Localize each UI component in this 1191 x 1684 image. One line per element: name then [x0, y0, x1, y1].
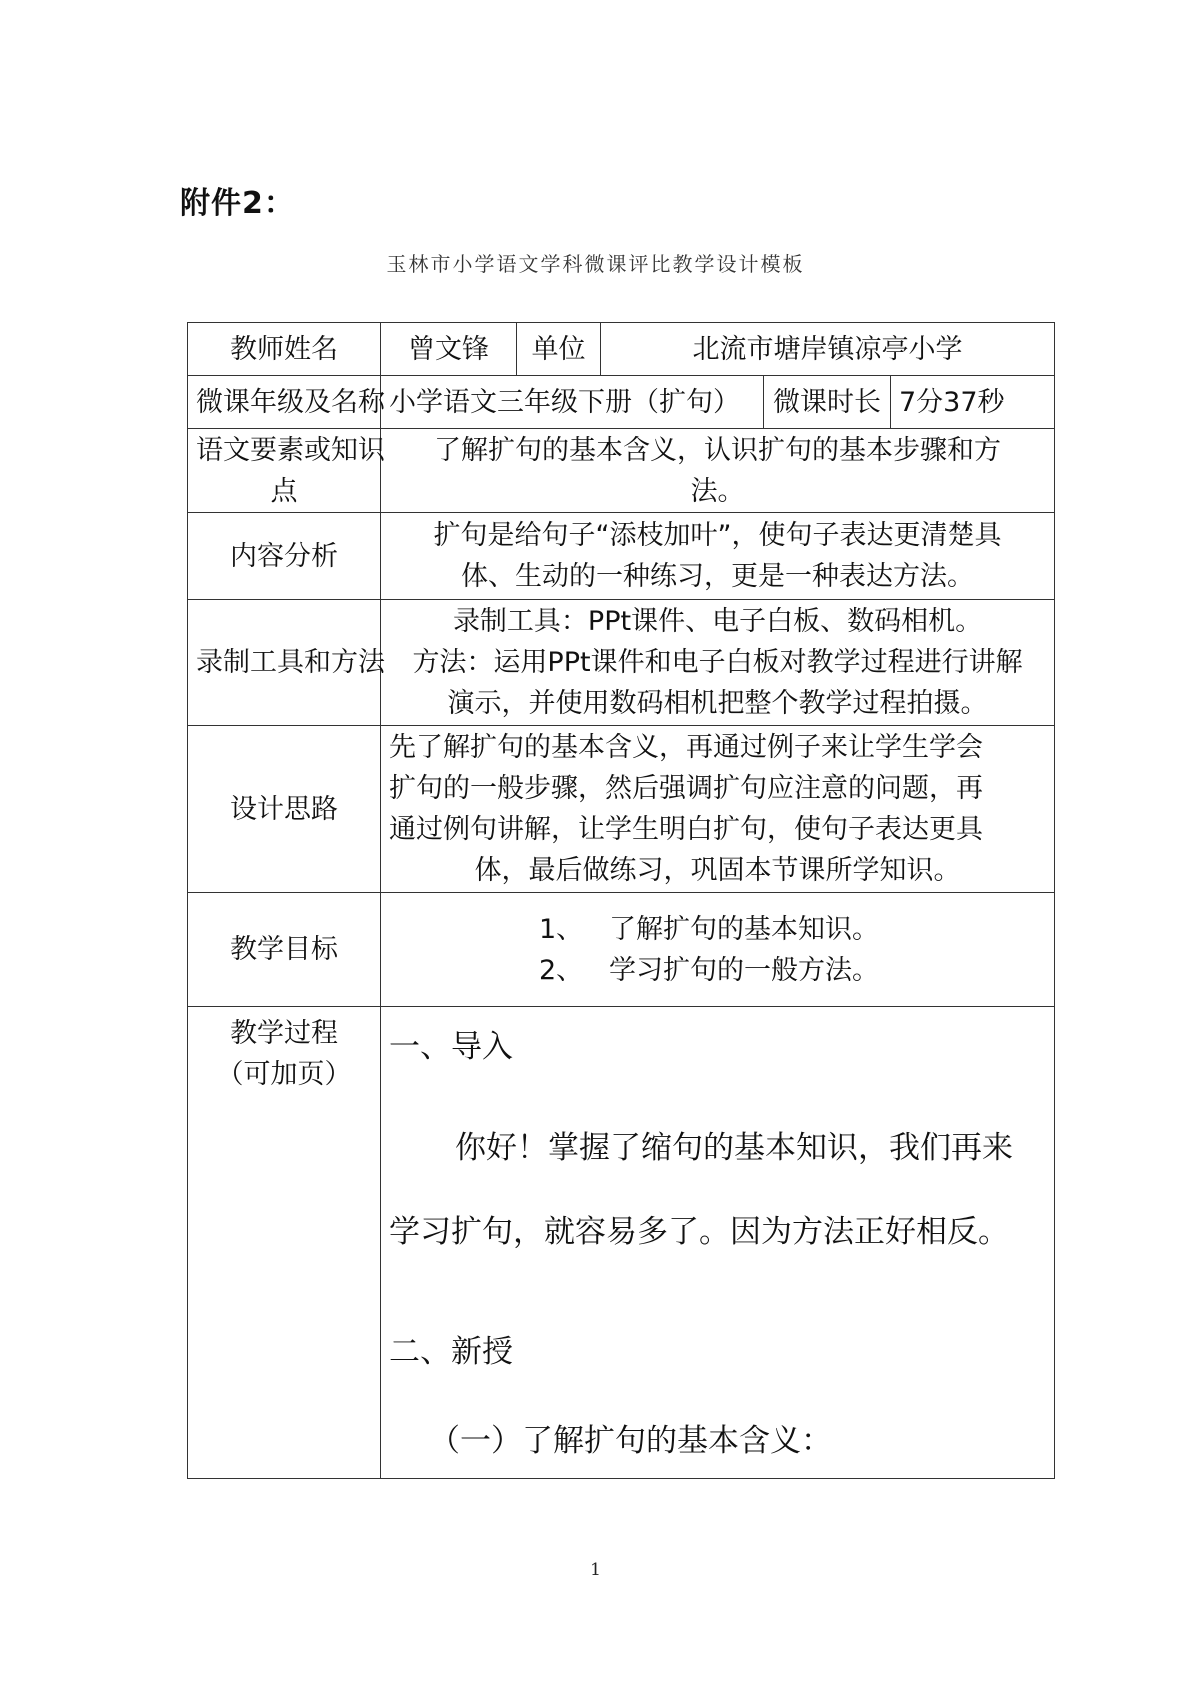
page-number: 1: [590, 1560, 601, 1580]
subsection-heading: （一）了解扩句的基本含义：: [429, 1423, 832, 1459]
goal-number: 2、: [539, 954, 584, 986]
section-new-lesson-heading: 二、新授: [389, 1334, 513, 1370]
recording-row: [188, 600, 1055, 726]
knowledge-row: [188, 429, 1055, 513]
knowledge-label-line1: 语文要素或知识: [196, 434, 385, 466]
teaching-process-label: [188, 1007, 381, 1479]
recording-line2: 方法：运用PPt课件和电子白板对教学过程进行讲解: [412, 647, 1023, 678]
unit-label: 单位: [517, 323, 601, 376]
design-idea-value: [381, 726, 1055, 893]
content-analysis-line1: 扩句是给句子“添枝加叶”，使句子表达更清楚具: [433, 520, 1002, 551]
design-idea-row: [188, 726, 1055, 893]
teaching-process-label-line2: （可加页）: [216, 1059, 352, 1090]
design-idea-line2: 扩句的一般步骤，然后强调扩句应注意的问题，再: [389, 773, 983, 804]
goal-item: [539, 950, 1046, 991]
recording-line3: 演示，并使用数码相机把整个教学过程拍摄。: [447, 688, 988, 719]
goal-number: 1、: [539, 913, 584, 945]
unit-value: 北流市塘岸镇凉亭小学: [601, 323, 1055, 376]
teaching-goal-label: 教学目标: [188, 893, 381, 1007]
recording-label: 录制工具和方法: [188, 600, 381, 726]
design-idea-line1: 先了解扩句的基本含义，再通过例子来让学生学会: [389, 732, 983, 763]
design-idea-line3: 通过例句讲解，让学生明白扩句，使句子表达更具: [389, 814, 983, 845]
goal-text: 了解扩句的基本知识。: [609, 913, 879, 945]
intro-paragraph-line2: 学习扩句，就容易多了。因为方法正好相反。: [389, 1214, 1009, 1250]
lesson-design-table: [187, 322, 1055, 1479]
document-title: 玉林市小学语文学科微课评比教学设计模板: [386, 252, 805, 276]
duration-label: 微课时长: [764, 376, 891, 429]
goal-item: [539, 909, 1046, 950]
design-idea-line4: 体，最后做练习，巩固本节课所学知识。: [474, 855, 961, 886]
content-analysis-label: 内容分析: [188, 513, 381, 600]
lesson-name-label: 微课年级及名称: [188, 376, 381, 429]
teacher-row: [188, 323, 1055, 376]
duration-value: 7分37秒: [891, 376, 1055, 429]
content-analysis-row: [188, 513, 1055, 600]
knowledge-value-line1: 了解扩句的基本含义，认识扩句的基本步骤和方: [434, 434, 1002, 466]
recording-value: [381, 600, 1055, 726]
intro-paragraph-line1: 你好！掌握了缩句的基本知识，我们再来: [455, 1130, 1013, 1166]
knowledge-label: [188, 429, 385, 513]
recording-line1: 录制工具：PPt课件、电子白板、数码相机。: [452, 606, 983, 637]
knowledge-label-line2: 点: [270, 475, 298, 507]
lesson-name-row: [188, 376, 1055, 429]
teaching-process-content: [381, 1007, 1055, 1479]
teaching-goal-row: [188, 893, 1055, 1007]
teaching-process-label-line1: 教学过程: [230, 1018, 338, 1049]
section-intro-heading: 一、导入: [389, 1029, 513, 1065]
teaching-goal-value: [381, 893, 1055, 1007]
teaching-process-row: [188, 1007, 1055, 1479]
knowledge-value-line2: 法。: [690, 475, 745, 507]
attachment-heading: 附件2：: [180, 186, 295, 221]
teacher-name-label: 教师姓名: [188, 323, 381, 376]
design-idea-label: 设计思路: [188, 726, 381, 893]
goal-text: 学习扩句的一般方法。: [609, 954, 879, 986]
content-analysis-line2: 体、生动的一种练习，更是一种表达方法。: [461, 561, 975, 592]
teacher-name-value: 曾文锋: [381, 323, 517, 376]
lesson-name-value: 小学语文三年级下册（扩句）: [381, 376, 764, 429]
content-analysis-value: [381, 513, 1055, 600]
knowledge-value: [381, 429, 1055, 513]
